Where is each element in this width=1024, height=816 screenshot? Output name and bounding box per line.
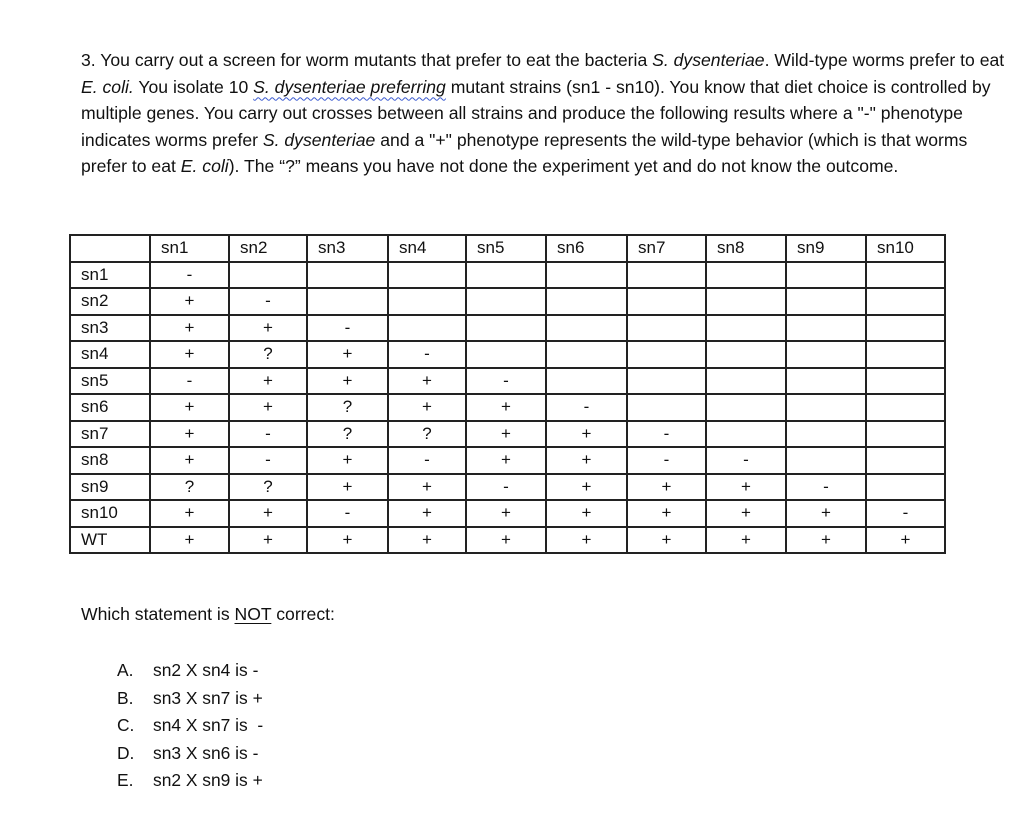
phenotype-cell: + <box>150 447 229 474</box>
answer-option-d <box>117 740 263 768</box>
row-label: sn8 <box>70 447 150 474</box>
column-header: sn5 <box>466 235 546 262</box>
row-label: sn2 <box>70 288 150 315</box>
question-fragment: ). The “?” means you have not done the experiment yet and do not know the outcome. <box>228 156 899 177</box>
phenotype-cell: + <box>388 394 466 421</box>
phenotype-cell: + <box>307 527 388 554</box>
phenotype-cell <box>866 421 945 448</box>
phenotype-cell <box>866 341 945 368</box>
phenotype-cell: + <box>388 368 466 395</box>
table-row <box>70 368 945 395</box>
phenotype-cell <box>546 315 627 342</box>
phenotype-cell <box>307 288 388 315</box>
prompt-lead: Which statement is <box>81 604 235 624</box>
column-header: sn6 <box>546 235 627 262</box>
phenotype-cell: - <box>229 447 307 474</box>
phenotype-cell <box>706 315 786 342</box>
phenotype-cell: + <box>466 500 546 527</box>
phenotype-cell: - <box>786 474 866 501</box>
phenotype-cell <box>866 394 945 421</box>
table-row <box>70 474 945 501</box>
answer-option-a <box>117 657 263 685</box>
row-label: WT <box>70 527 150 554</box>
phenotype-cell: + <box>706 527 786 554</box>
question-prompt <box>81 604 335 625</box>
phenotype-cell: + <box>627 500 706 527</box>
phenotype-cell: + <box>627 527 706 554</box>
phenotype-cell: - <box>466 474 546 501</box>
prompt-emphasis: NOT <box>234 604 272 624</box>
species-name: E. coli <box>180 156 229 177</box>
phenotype-cell: - <box>150 262 229 289</box>
phenotype-cell: - <box>546 394 627 421</box>
phenotype-cell: - <box>307 315 388 342</box>
phenotype-cell <box>466 262 546 289</box>
phenotype-cell: + <box>466 394 546 421</box>
phenotype-cell <box>706 421 786 448</box>
phenotype-cell: + <box>307 447 388 474</box>
phenotype-cell <box>866 368 945 395</box>
column-header: sn10 <box>866 235 945 262</box>
phenotype-cell: + <box>150 527 229 554</box>
option-letter: B. <box>117 687 134 708</box>
phenotype-cell <box>627 262 706 289</box>
prompt-tail: correct: <box>271 604 335 624</box>
row-label: sn10 <box>70 500 150 527</box>
phenotype-cell <box>466 315 546 342</box>
question-fragment: 3. You carry out a screen for worm mutants that prefer to eat the bacteria <box>81 50 653 70</box>
phenotype-cell <box>627 315 706 342</box>
phenotype-cell <box>388 315 466 342</box>
phenotype-cell <box>388 262 466 289</box>
phenotype-cell: + <box>150 394 229 421</box>
row-label: sn1 <box>70 262 150 289</box>
phenotype-cell <box>627 368 706 395</box>
table-row <box>70 500 945 527</box>
phenotype-cell: + <box>229 527 307 554</box>
option-text: sn2 X sn4 is - <box>153 660 259 680</box>
phenotype-cell <box>866 474 945 501</box>
phenotype-cell <box>866 315 945 342</box>
phenotype-cell: ? <box>229 474 307 501</box>
phenotype-cell: + <box>466 527 546 554</box>
table-header-row <box>70 235 945 262</box>
column-header: sn9 <box>786 235 866 262</box>
row-label: sn3 <box>70 315 150 342</box>
answer-option-e <box>117 767 263 795</box>
phenotype-cell <box>786 288 866 315</box>
column-header: sn3 <box>307 235 388 262</box>
question-fragment: . Wild-type worms prefer to eat <box>764 50 1005 70</box>
phenotype-cell: + <box>388 527 466 554</box>
phenotype-cell <box>627 341 706 368</box>
phenotype-cell: + <box>150 288 229 315</box>
phenotype-cell: - <box>866 500 945 527</box>
option-letter: C. <box>117 715 135 735</box>
row-label: sn6 <box>70 394 150 421</box>
phenotype-cell <box>786 315 866 342</box>
phenotype-cell <box>307 262 388 289</box>
phenotype-cell: - <box>229 288 307 315</box>
table-row <box>70 315 945 342</box>
table-row <box>70 394 945 421</box>
species-name: S. dysenteriae <box>262 129 376 150</box>
phenotype-cell: + <box>388 500 466 527</box>
phenotype-cell <box>866 288 945 315</box>
table-row <box>70 341 945 368</box>
column-header: sn2 <box>229 235 307 262</box>
phenotype-cell: + <box>229 394 307 421</box>
phenotype-cell <box>786 394 866 421</box>
table-corner-cell <box>70 235 150 262</box>
phenotype-cell: + <box>229 368 307 395</box>
phenotype-cell: - <box>627 447 706 474</box>
phenotype-cell <box>706 368 786 395</box>
phenotype-cell: + <box>706 500 786 527</box>
phenotype-cell: + <box>786 500 866 527</box>
question-text <box>81 47 1016 180</box>
option-text: sn3 X sn6 is - <box>153 742 259 763</box>
table-row <box>70 421 945 448</box>
phenotype-cell <box>546 341 627 368</box>
phenotype-cell: + <box>546 500 627 527</box>
phenotype-cell: + <box>466 447 546 474</box>
phenotype-cell <box>546 288 627 315</box>
complementation-table <box>69 234 946 554</box>
option-text: sn4 X sn7 is - <box>153 715 264 735</box>
phenotype-cell: ? <box>307 394 388 421</box>
phenotype-cell: + <box>706 474 786 501</box>
phenotype-cell: + <box>388 474 466 501</box>
column-header: sn1 <box>150 235 229 262</box>
phenotype-cell: + <box>307 341 388 368</box>
phenotype-cell <box>229 262 307 289</box>
phenotype-cell <box>786 341 866 368</box>
question-fragment: You isolate 10 <box>133 76 254 97</box>
phenotype-cell: - <box>627 421 706 448</box>
row-label: sn7 <box>70 421 150 448</box>
species-name: S. dysenteriae <box>652 50 765 70</box>
spellcheck-flagged-text: S. dysenteriae preferring <box>253 76 446 97</box>
phenotype-cell: - <box>150 368 229 395</box>
phenotype-cell: + <box>627 474 706 501</box>
phenotype-cell <box>388 288 466 315</box>
phenotype-cell: + <box>307 368 388 395</box>
phenotype-cell: - <box>706 447 786 474</box>
option-text: sn3 X sn7 is + <box>153 687 263 708</box>
column-header: sn4 <box>388 235 466 262</box>
phenotype-cell: ? <box>307 421 388 448</box>
phenotype-cell <box>706 262 786 289</box>
phenotype-cell <box>546 368 627 395</box>
phenotype-cell: + <box>150 315 229 342</box>
phenotype-cell: + <box>150 421 229 448</box>
phenotype-cell: + <box>229 315 307 342</box>
phenotype-cell <box>786 368 866 395</box>
row-label: sn4 <box>70 341 150 368</box>
table-row <box>70 288 945 315</box>
phenotype-cell: - <box>388 447 466 474</box>
phenotype-cell: + <box>546 447 627 474</box>
row-label: sn9 <box>70 474 150 501</box>
phenotype-cell <box>627 394 706 421</box>
phenotype-cell <box>866 447 945 474</box>
phenotype-cell: + <box>786 527 866 554</box>
phenotype-cell: + <box>307 474 388 501</box>
option-letter: A. <box>117 660 134 680</box>
phenotype-cell: + <box>546 474 627 501</box>
option-letter: D. <box>117 742 135 763</box>
phenotype-cell <box>627 288 706 315</box>
phenotype-cell: + <box>229 500 307 527</box>
column-header: sn7 <box>627 235 706 262</box>
answer-option-b <box>117 685 263 713</box>
phenotype-cell <box>546 262 627 289</box>
table-row <box>70 527 945 554</box>
phenotype-cell <box>866 262 945 289</box>
phenotype-cell: ? <box>229 341 307 368</box>
phenotype-cell: - <box>307 500 388 527</box>
phenotype-cell: + <box>150 500 229 527</box>
species-name: E. coli. <box>81 76 134 97</box>
column-header: sn8 <box>706 235 786 262</box>
phenotype-cell: - <box>229 421 307 448</box>
row-label: sn5 <box>70 368 150 395</box>
phenotype-cell <box>706 288 786 315</box>
phenotype-cell: + <box>546 527 627 554</box>
phenotype-cell <box>786 447 866 474</box>
phenotype-cell <box>786 421 866 448</box>
phenotype-cell: - <box>388 341 466 368</box>
phenotype-cell <box>466 341 546 368</box>
phenotype-cell: + <box>546 421 627 448</box>
table-row <box>70 262 945 289</box>
option-letter: E. <box>117 770 134 790</box>
phenotype-cell <box>466 288 546 315</box>
phenotype-cell <box>706 341 786 368</box>
question-fragment: mutant strains (sn1 - sn10). You know that diet choice is controlled by multiple genes. You carry out crosses between all strains and produce the following results where a "-" phenotype indicates worms prefer <box>81 76 991 150</box>
answer-options <box>117 657 263 795</box>
phenotype-cell <box>706 394 786 421</box>
answer-option-c <box>117 712 263 740</box>
phenotype-cell: + <box>150 341 229 368</box>
phenotype-cell: + <box>866 527 945 554</box>
option-text: sn2 X sn9 is + <box>153 770 263 790</box>
table-row <box>70 447 945 474</box>
phenotype-cell: + <box>466 421 546 448</box>
phenotype-cell <box>786 262 866 289</box>
phenotype-cell: - <box>466 368 546 395</box>
question-fragment: and a "+" phenotype represents the wild-type behavior (which is that worms prefer to eat <box>81 129 968 177</box>
phenotype-cell: ? <box>388 421 466 448</box>
phenotype-cell: ? <box>150 474 229 501</box>
